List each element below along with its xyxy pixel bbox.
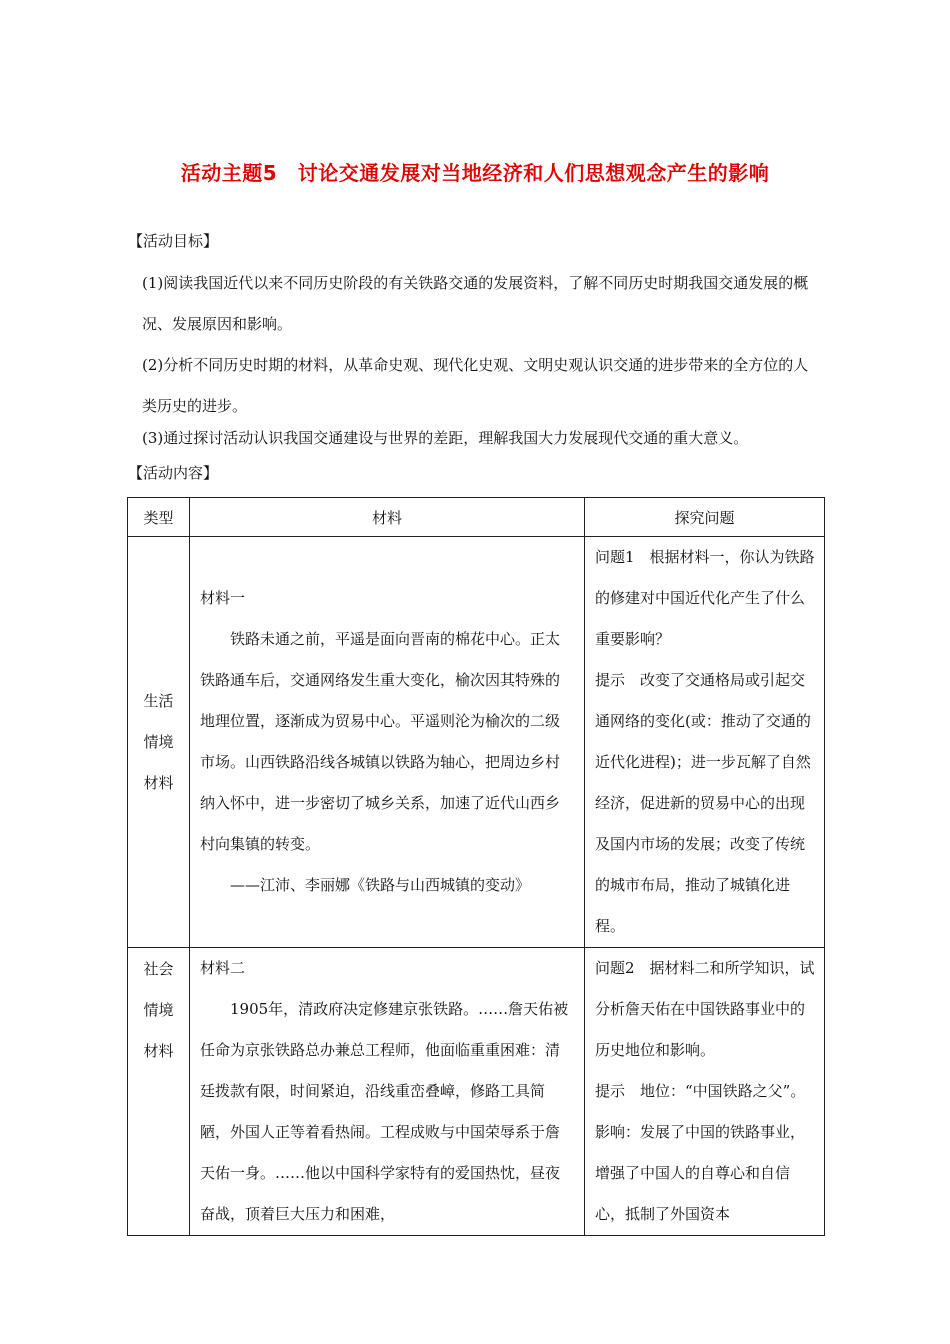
- type-line: 材料: [143, 1042, 174, 1060]
- header-question: 探究问题: [585, 498, 825, 537]
- header-material: 材料: [190, 498, 585, 537]
- type-cell: [128, 537, 190, 948]
- material-source: ——江沛、李丽娜《铁路与山西城镇的变动》: [230, 876, 531, 894]
- material-body: 1905年，清政府决定修建京张铁路。……詹天佑被任命为京张铁路总办兼总工程师，他面临重重困难：清廷拨款有限，时间紧迫，沿线重峦叠嶂，修路工具简陋，外国人正等着看热闹。工程成败与中国荣辱系于詹天佑一身。……他以中国科学家特有的爱国热忱，昼夜奋战，顶着巨大压力和困难，: [200, 1000, 569, 1223]
- type-line: 生活: [143, 691, 174, 710]
- question-text: 问题1 根据材料一，你认为铁路的修建对中国近代化产生了什么重要影响？: [595, 548, 815, 648]
- material-body: 铁路未通之前，平遥是面向晋南的棉花中心。正太铁路通车后，交通网络发生重大变化，榆次因其特殊的地理位置，逐渐成为贸易中心。平遥则沦为榆次的二级市场。山西铁路沿线各城镇以铁路为轴心，把周边乡村纳入怀中，进一步密切了城乡关系，加速了近代山西乡村向集镇的转变。: [200, 630, 561, 853]
- content-heading: 【活动内容】: [128, 464, 219, 482]
- goal-item-2: (2)分析不同历史时期的材料，从革命史观、现代化史观、文明史观认识交通的进步带来的全方位的人类历史的进步。: [142, 356, 809, 415]
- material-title: 材料二: [200, 959, 246, 977]
- type-line: 材料: [143, 773, 174, 792]
- material-cell: [190, 537, 585, 948]
- goal-item-3: (3)通过探讨活动认识我国交通建设与世界的差距，理解我国大力发展现代交通的重大意义。: [142, 429, 749, 447]
- type-line: 社会: [143, 960, 174, 978]
- material-title: 材料一: [200, 589, 246, 607]
- hint-text: 提示 地位：“中国铁路之父”。影响：发展了中国的铁路事业，增强了中国人的自尊心和自信心，抵制了外国资本: [595, 1082, 806, 1223]
- material-cell: [190, 948, 585, 1236]
- type-line: 情境: [143, 1001, 174, 1019]
- goals-heading: 【活动目标】: [128, 232, 219, 250]
- type-line: 情境: [143, 732, 174, 751]
- question-cell: [585, 948, 825, 1236]
- type-cell: [128, 948, 190, 1236]
- page-title: 活动主题5 讨论交通发展对当地经济和人们思想观念产生的影响: [180, 161, 770, 185]
- hint-text: 提示 改变了交通格局或引起交通网络的变化(或：推动了交通的近代化进程)；进一步瓦解了自然经济，促进新的贸易中心的出现及国内市场的发展；改变了传统的城市布局，推动了城镇化进程。: [595, 671, 811, 935]
- goal-item-1: (1)阅读我国近代以来不同历史阶段的有关铁路交通的发展资料，了解不同历史时期我国交通发展的概况、发展原因和影响。: [142, 274, 809, 333]
- question-text: 问题2 据材料二和所学知识，试分析詹天佑在中国铁路事业中的历史地位和影响。: [595, 959, 815, 1059]
- table-header-row: [128, 498, 825, 537]
- table-row: [128, 537, 825, 948]
- activity-table: [127, 497, 825, 1236]
- header-type: 类型: [128, 498, 190, 537]
- question-cell: [585, 537, 825, 948]
- table-row: [128, 948, 825, 1236]
